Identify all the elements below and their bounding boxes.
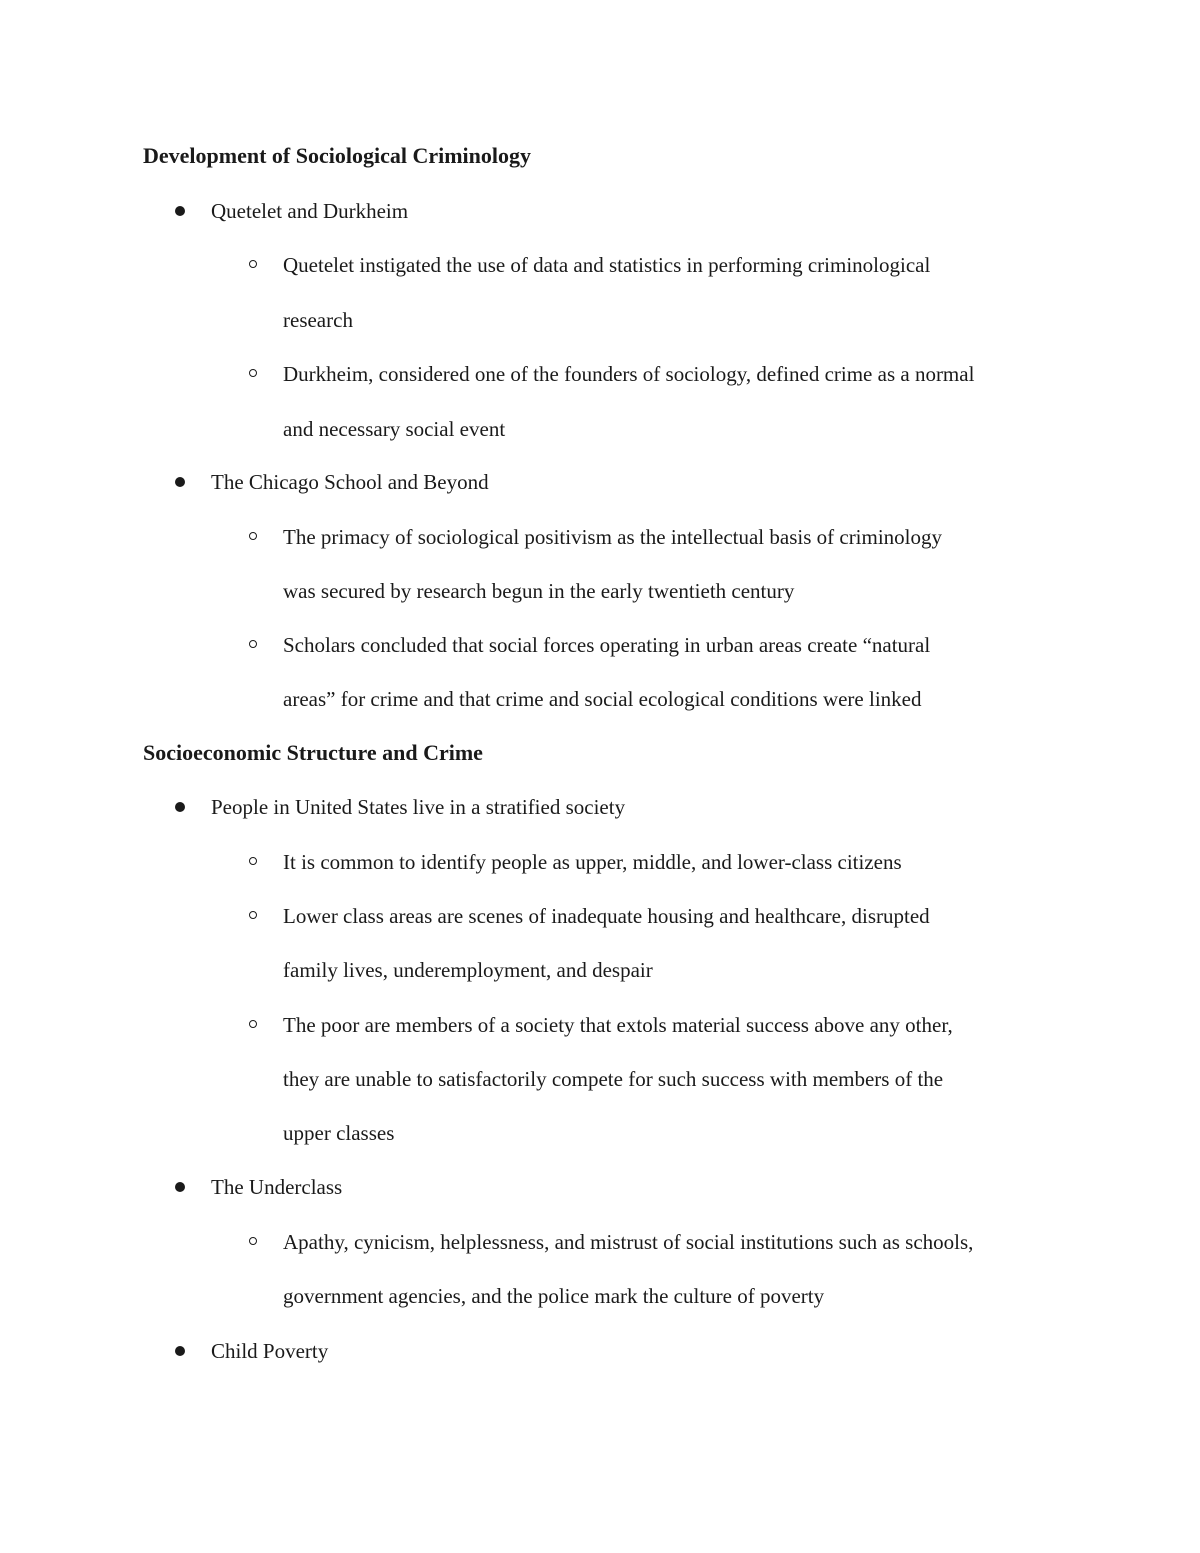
sub-list-item-line: The primacy of sociological positivism as the intellectual basis of criminology	[283, 525, 943, 549]
sub-list-item-line: The poor are members of a society that extols material success above any other,	[283, 1013, 953, 1037]
bullet-icon	[175, 1346, 185, 1356]
list-item: The Chicago School and Beyond	[211, 470, 489, 494]
circle-bullet-icon	[249, 1020, 257, 1028]
sub-list-item-line: It is common to identify people as upper, middle, and lower-class citizens	[283, 850, 902, 874]
circle-bullet-icon	[249, 532, 257, 540]
bullet-icon	[175, 206, 185, 216]
sub-list-item-line: research	[283, 308, 353, 332]
sub-list-item-line: and necessary social event	[283, 417, 506, 441]
circle-bullet-icon	[249, 369, 257, 377]
circle-bullet-icon	[249, 260, 257, 268]
list-item: Child Poverty	[211, 1339, 329, 1363]
sub-list-item-line: upper classes	[283, 1121, 395, 1145]
list-item: The Underclass	[211, 1175, 343, 1199]
sub-list-item-line: Quetelet instigated the use of data and statistics in performing criminological	[283, 253, 931, 277]
sub-list-item-line: Lower class areas are scenes of inadequate housing and healthcare, disrupted	[283, 904, 930, 928]
section-heading: Socioeconomic Structure and Crime	[143, 740, 483, 765]
bullet-icon	[175, 477, 185, 487]
sub-list-item-line: was secured by research begun in the early twentieth century	[283, 579, 795, 603]
bullet-icon	[175, 802, 185, 812]
sub-list-item-line: areas” for crime and that crime and social ecological conditions were linked	[283, 687, 922, 711]
section-heading: Development of Sociological Criminology	[143, 143, 532, 168]
sub-list-item-line: Scholars concluded that social forces operating in urban areas create “natural	[283, 633, 931, 657]
sub-list-item-line: Apathy, cynicism, helplessness, and mistrust of social institutions such as schools,	[283, 1230, 974, 1254]
sub-list-item-line: Durkheim, considered one of the founders of sociology, defined crime as a normal	[283, 362, 975, 386]
circle-bullet-icon	[249, 640, 257, 648]
circle-bullet-icon	[249, 1237, 257, 1245]
circle-bullet-icon	[249, 911, 257, 919]
list-item: People in United States live in a stratified society	[211, 795, 626, 819]
circle-bullet-icon	[249, 857, 257, 865]
sub-list-item-line: they are unable to satisfactorily compete for such success with members of the	[283, 1067, 944, 1091]
list-item: Quetelet and Durkheim	[211, 199, 409, 223]
sub-list-item-line: government agencies, and the police mark the culture of poverty	[283, 1284, 825, 1308]
bullet-icon	[175, 1182, 185, 1192]
sub-list-item-line: family lives, underemployment, and despair	[283, 958, 653, 982]
